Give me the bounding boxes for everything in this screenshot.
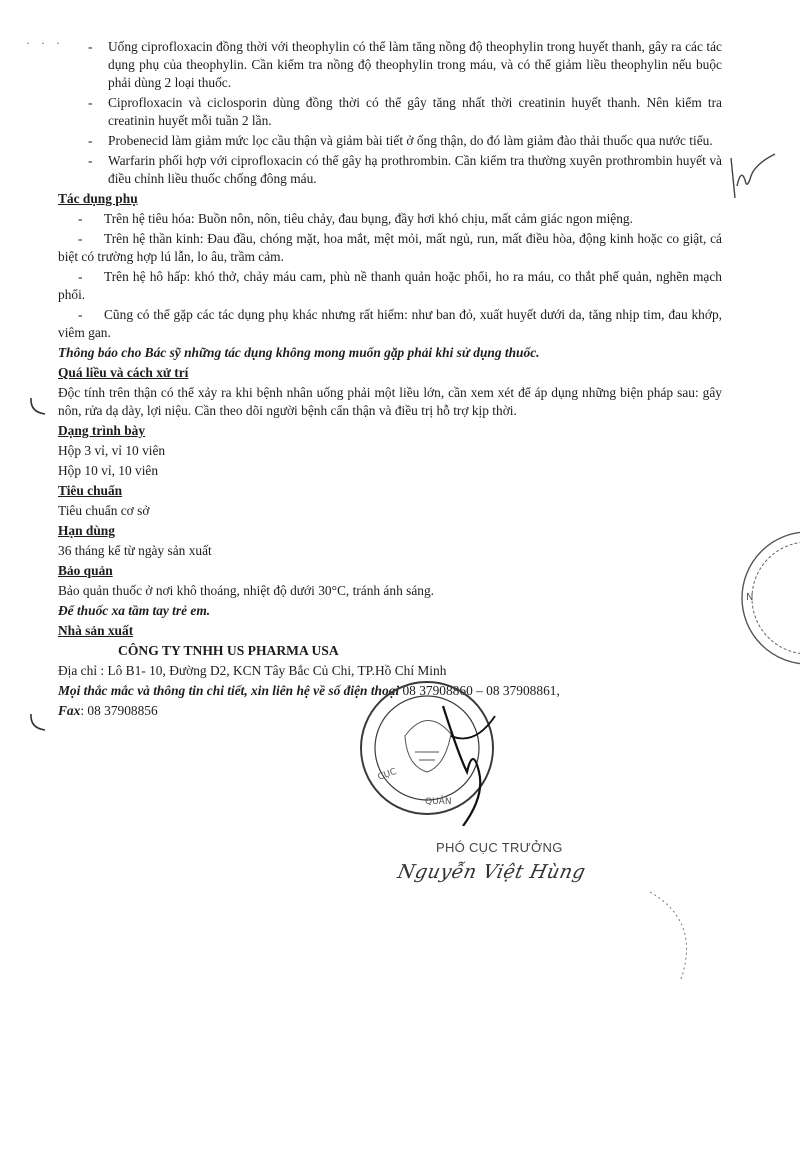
presentation-line: Hộp 10 vỉ, 10 viên (58, 463, 159, 478)
storage-text: Bảo quản thuốc ở nơi khô thoáng, nhiệt độ dưới 30°C, tránh ánh sáng. (58, 583, 435, 598)
official-seal-icon (355, 676, 505, 826)
margin-mark-icon (28, 396, 48, 418)
interaction-item: - Ciprofloxacin và ciclosporin dùng đồng thời có thể gây tăng nhất thời creatinin huyết thanh. Nên kiểm tra creatinin huyết mỗi tuần 2 lần. (88, 95, 722, 128)
margin-mark-icon (28, 712, 48, 734)
seal-fragment-icon (640, 882, 710, 992)
company-name: CÔNG TY TNHH US PHARMA USA (118, 643, 339, 658)
signatory-block (395, 840, 640, 883)
initials-signature-icon (725, 150, 785, 210)
side-effect-item: - Trên hệ thần kinh: Đau đầu, chóng mặt, hoa mắt, mệt mỏi, mất ngủ, run, mất điều hòa, động kinh hoặc co giật, cá biệt có trường hợp lú lẫn, lo âu, trầm cảm. (58, 231, 722, 264)
seal-fragment-icon (718, 528, 800, 668)
standard-text: Tiêu chuẩn cơ sở (58, 503, 150, 518)
signatory-name: Nguyễn Việt Hùng (395, 861, 588, 883)
leaflet-text (58, 38, 722, 722)
company-address: Địa chỉ : Lô B1- 10, Đường D2, KCN Tây Bắc Củ Chi, TP.Hồ Chí Minh (58, 663, 447, 678)
side-effect-item: - Trên hệ hô hấp: khó thở, chảy máu cam, phù nề thanh quản hoặc phổi, ho ra máu, co thắt phế quản, nghẽn mạch phổi. (58, 269, 722, 302)
child-warning: Để thuốc xa tầm tay trẻ em. (58, 603, 211, 618)
interaction-item: - Uống ciprofloxacin đồng thời với theophylin có thể làm tăng nồng độ theophylin trong huyết thanh, gây ra các tác dụng phụ của theophylin. Cần kiểm tra nồng độ theophylin trong máu, và có thể giảm liều theophylin nếu buộc phải dùng 2 loại thuốc. (88, 39, 722, 90)
presentation-line: Hộp 3 vỉ, vỉ 10 viên (58, 443, 166, 458)
contact-label: Mọi thắc mắc và thông tin chi tiết, xin liên hệ về số điện thoại (58, 683, 400, 698)
phone-numbers: 08 37908860 – 08 37908861, (402, 683, 560, 698)
side-effect-item: - Cũng có thể gặp các tác dụng phụ khác nhưng rất hiếm: như ban đỏ, xuất huyết dưới da, tăng nhịp tim, đau khớp, viêm gan. (58, 307, 722, 340)
standard-heading: Tiêu chuẩn (58, 483, 123, 498)
svg-text:N: N (746, 592, 754, 603)
fax-number: : 08 37908856 (80, 703, 158, 718)
fax-label: Fax (58, 703, 81, 718)
manufacturer-heading: Nhà sản xuất (58, 623, 134, 638)
shelf-life-text: 36 tháng kể từ ngày sản xuất (58, 543, 212, 558)
interaction-item: - Probenecid làm giảm mức lọc cầu thận và giảm bài tiết ở ống thận, do đó làm giảm đào thải thuốc qua nước tiểu. (88, 133, 713, 148)
storage-heading: Bảo quản (58, 563, 113, 578)
side-effect-item: - Trên hệ tiêu hóa: Buồn nôn, nôn, tiêu chảy, đau bụng, đầy hơi khó chịu, mất cảm giác ngon miệng. (78, 211, 633, 226)
interaction-item: - Warfarin phối hợp với ciprofloxacin có thể gây hạ prothrombin. Cần kiểm tra thường xuyên prothrombin huyết và điều chỉnh liều thuốc chống đông máu. (88, 153, 722, 186)
overdose-text: Độc tính trên thận có thể xảy ra khi bệnh nhân uống phải một liều lớn, cần xem xét để áp dụng những biện pháp sau: gây nôn, rửa dạ dày, lợi niệu. Cần theo dõi người bệnh cẩn thận và điều trị hỗ trợ kịp thời. (58, 385, 722, 418)
side-effects-heading: Tác dụng phụ (58, 191, 138, 206)
signatory-title: PHÓ CỤC TRƯỞNG (436, 840, 563, 855)
shelf-life-heading: Hạn dùng (58, 523, 115, 538)
side-effects-notice: Thông báo cho Bác sỹ những tác dụng không mong muốn gặp phải khi sử dụng thuốc. (58, 345, 540, 360)
scan-dots: · · · (26, 36, 64, 50)
presentation-heading: Dạng trình bày (58, 423, 146, 438)
overdose-heading: Quá liều và cách xử trí (58, 365, 189, 380)
svg-text:CỤC: CỤC (376, 766, 399, 783)
svg-text:QUẢN: QUẢN (425, 797, 452, 807)
